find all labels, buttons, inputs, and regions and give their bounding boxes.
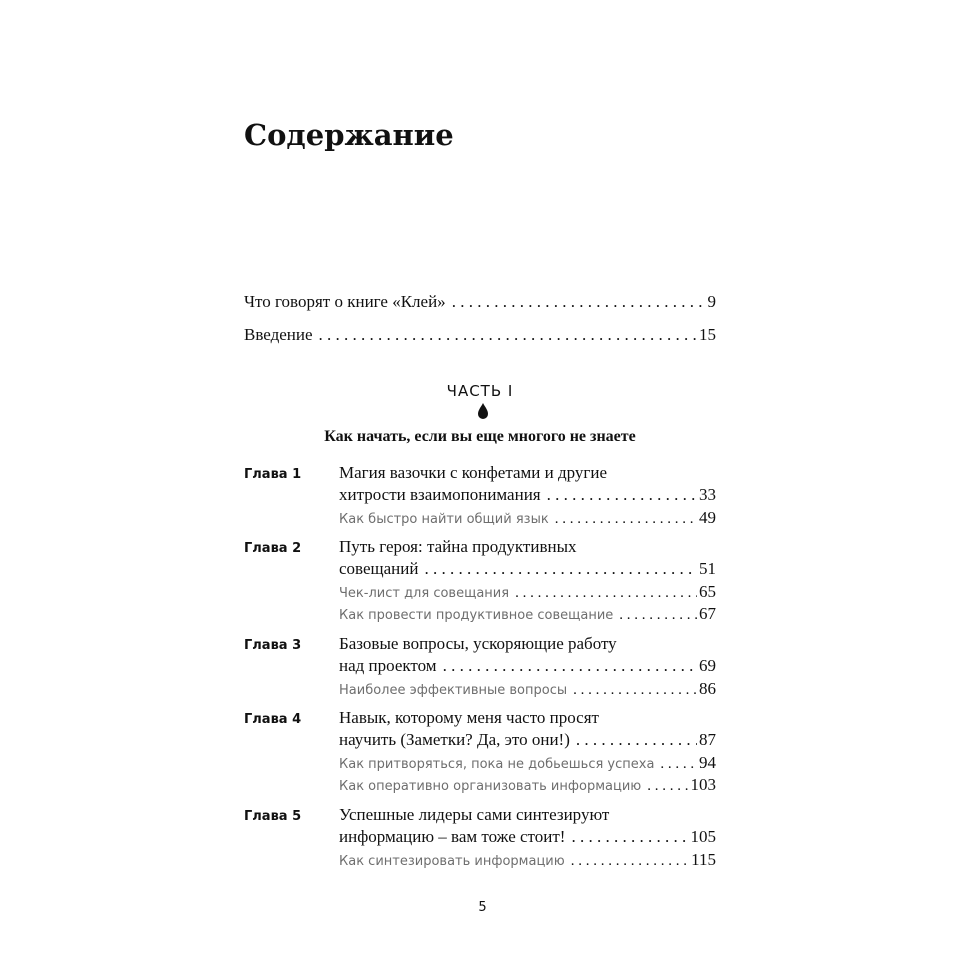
leader-dots [515, 585, 697, 602]
subentry[interactable] [339, 850, 716, 870]
subentry[interactable] [339, 604, 716, 624]
leader-dots [319, 325, 697, 345]
drop-icon [478, 403, 488, 419]
chapter-entry[interactable] [339, 730, 716, 750]
chapter-title[interactable]: Навык, которому меня часто просят [339, 708, 599, 727]
subentry-label: Наиболее эффективные вопросы [339, 683, 568, 698]
leader-dots [571, 853, 689, 870]
leader-dots [573, 682, 697, 699]
leader-dots [452, 292, 706, 312]
page-number: 5 [478, 900, 487, 915]
leader-dots [647, 778, 688, 795]
chapter-entry[interactable] [339, 827, 716, 847]
chapter-entry[interactable] [339, 485, 716, 505]
subentry-label: Как притворяться, пока не добьешься успеха [339, 757, 655, 772]
chapter-title[interactable]: Магия вазочки с конфетами и другие [339, 463, 608, 482]
part-title: Как начать, если вы еще многого не знаете [324, 428, 636, 445]
chapter-title-cont: над проектом [339, 656, 437, 675]
subentry[interactable] [339, 775, 716, 795]
chapter-label: Глава 5 [244, 809, 302, 824]
chapter-label: Глава 4 [244, 712, 302, 727]
subentry-page: 115 [691, 850, 716, 869]
leader-dots [555, 511, 697, 528]
chapter-title-cont: хитрости взаимопонимания [339, 485, 541, 504]
leader-dots [547, 485, 697, 505]
chapter-page: 105 [690, 827, 716, 846]
subentry-page: 103 [690, 775, 716, 794]
subentry-label: Как синтезировать информацию [339, 854, 565, 869]
chapter-page: 51 [699, 559, 716, 578]
page-title: Содержание [244, 118, 454, 152]
chapter-title-cont: совещаний [339, 559, 419, 578]
chapter-page: 69 [699, 656, 716, 675]
subentry[interactable] [339, 753, 716, 773]
subentry-page: 86 [699, 679, 716, 698]
chapter-title[interactable]: Базовые вопросы, ускоряющие работу [339, 634, 617, 653]
leader-dots [424, 559, 697, 579]
subentry[interactable] [339, 508, 716, 528]
chapter-entry[interactable] [339, 559, 716, 579]
leader-dots [576, 730, 697, 750]
chapter-page: 87 [699, 730, 716, 749]
subentry-label: Как быстро найти общий язык [339, 512, 549, 527]
subentry-label: Чек-лист для совещания [339, 586, 510, 601]
leader-dots [443, 656, 697, 676]
chapter-label: Глава 1 [244, 467, 302, 482]
subentry[interactable] [339, 679, 716, 699]
chapter-label: Глава 3 [244, 638, 302, 653]
leader-dots [619, 607, 697, 624]
subentry-page: 65 [699, 582, 716, 601]
chapter-title-cont: информацию – вам тоже стоит! [339, 827, 566, 846]
part-label: ЧАСТЬ I [446, 382, 514, 400]
toc-entry-label: Что говорят о книге «Клей» [244, 292, 446, 311]
subentry-page: 67 [699, 604, 716, 623]
toc-entry-label: Введение [244, 325, 313, 344]
leader-dots [660, 756, 697, 773]
toc-entry-page: 15 [699, 325, 716, 344]
subentry-page: 94 [699, 753, 716, 772]
subentry-label: Как оперативно организовать информацию [339, 779, 642, 794]
toc-entry-page: 9 [707, 292, 716, 311]
subentry[interactable] [339, 582, 716, 602]
chapter-label: Глава 2 [244, 541, 302, 556]
subentry-label: Как провести продуктивное совещание [339, 608, 614, 623]
chapter-entry[interactable] [339, 656, 716, 676]
toc-entry-reviews[interactable] [244, 292, 716, 312]
chapter-title[interactable]: Успешные лидеры сами синтезируют [339, 805, 610, 824]
subentry-page: 49 [699, 508, 716, 527]
chapter-title[interactable]: Путь героя: тайна продуктивных [339, 537, 577, 556]
chapter-page: 33 [699, 485, 716, 504]
chapter-title-cont: научить (Заметки? Да, это они!) [339, 730, 570, 749]
leader-dots [571, 827, 688, 847]
toc-entry-introduction[interactable] [244, 325, 716, 345]
